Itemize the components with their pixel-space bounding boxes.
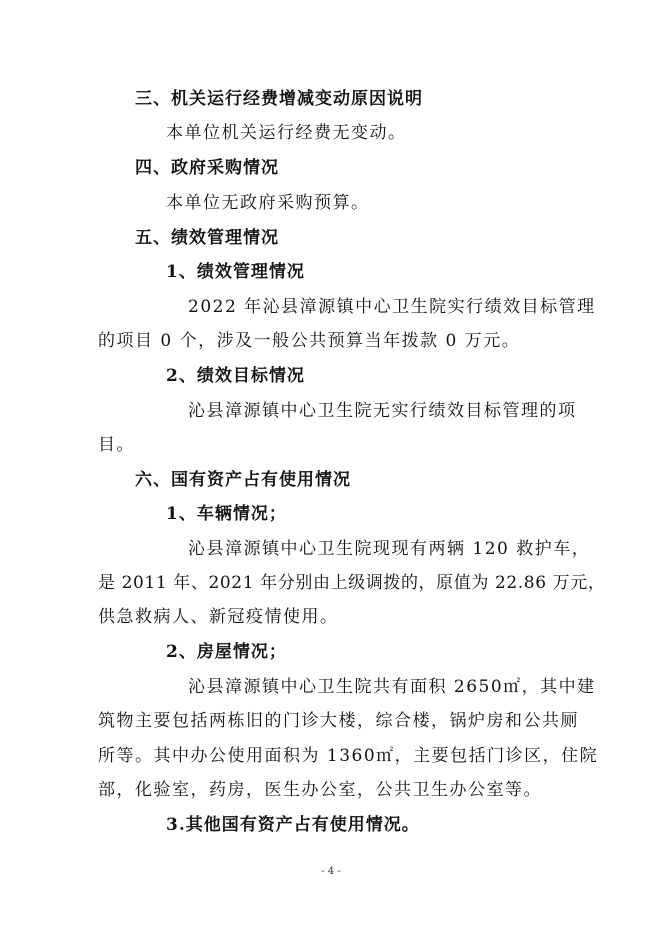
section-6-sub2-line-1: 沁县漳源镇中心卫生院共有面积 2650㎡，其中建 [188, 677, 596, 697]
section-3-heading: 三、机关运行经费增减变动原因说明 [135, 89, 423, 109]
section-6-sub3-heading: 3.其他国有资产占有使用情况。 [166, 815, 420, 835]
page-number: - 4 - [321, 866, 341, 877]
section-5-sub1-line-1: 2022 年沁县漳源镇中心卫生院实行绩效目标管理 [188, 297, 596, 317]
section-4-heading: 四、政府采购情况 [135, 158, 279, 178]
section-5-sub2-heading: 2、绩效目标情况 [166, 366, 305, 386]
section-6-sub1-heading: 1、车辆情况； [166, 504, 287, 524]
section-6-sub2-line-2: 筑物主要包括两栋旧的门诊大楼，综合楼，锅炉房和公共厕 [98, 711, 579, 731]
section-5-sub1-heading: 1、绩效管理情况 [166, 262, 305, 282]
section-6-sub1-line-1: 沁县漳源镇中心卫生院现现有两辆 120 救护车， [188, 539, 591, 559]
section-5-sub2-line-1: 沁县漳源镇中心卫生院无实行绩效目标管理的项 [188, 401, 577, 421]
section-6-sub2-line-4: 部，化验室，药房，医生办公室，公共卫生办公室等。 [98, 780, 542, 800]
section-5-heading: 五、绩效管理情况 [135, 228, 279, 248]
section-6-sub2-heading: 2、房屋情况； [166, 642, 287, 662]
section-3-body: 本单位机关运行经费无变动。 [166, 123, 407, 143]
section-5-sub2-line-2: 目。 [98, 435, 135, 455]
section-5-sub1-line-2: 的项目 0 个，涉及一般公共预算当年拨款 0 万元。 [98, 331, 521, 351]
section-6-heading: 六、国有资产占有使用情况 [135, 470, 351, 490]
section-6-sub2-line-3: 所等。其中办公使用面积为 1360㎡，主要包括门诊区，住院 [98, 746, 599, 766]
section-6-sub1-line-3: 供急救病人、新冠疫情使用。 [98, 607, 339, 627]
section-6-sub1-line-2: 是 2011 年、2021 年分别由上级调拨的，原值为 22.86 万元， [98, 573, 606, 593]
section-4-body: 本单位无政府采购预算。 [166, 193, 370, 213]
